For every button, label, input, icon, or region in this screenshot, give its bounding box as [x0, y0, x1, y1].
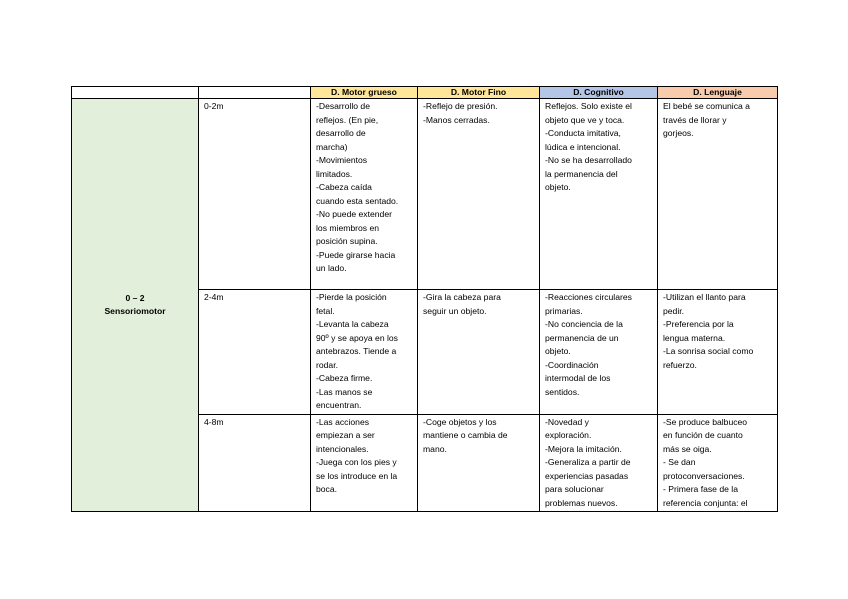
age-cell: 2-4m [199, 290, 311, 415]
header-motor-grueso: D. Motor grueso [311, 87, 418, 99]
stage-age-range: 0 – 2 [125, 292, 145, 303]
header-empty-age [199, 87, 311, 99]
cognitivo-cell: -Reacciones circulares primarias. -No conciencia de la permanencia de un objeto. -Coordinación intermodal de los sentidos. [540, 290, 658, 415]
motor-grueso-cell: -Pierde la posición fetal. -Levanta la cabeza 90º y se apoya en los antebrazos. Tiende a rodar. -Cabeza firme. -Las manos se encuentran. [311, 290, 418, 415]
age-cell: 4-8m [199, 414, 311, 512]
header-lenguaje: D. Lenguaje [658, 87, 778, 99]
motor-fino-cell: -Reflejo de presión. -Manos cerradas. [418, 99, 540, 290]
motor-grueso-cell: -Las acciones empiezan a ser intencionales. -Juega con los pies y se los introduce en la boca. [311, 414, 418, 512]
stage-name: Sensoriomotor [104, 306, 166, 316]
header-empty-stage [72, 87, 199, 99]
motor-fino-cell: -Coge objetos y los mantiene o cambia de mano. [418, 414, 540, 512]
age-cell: 0-2m [199, 99, 311, 290]
lenguaje-cell: -Utilizan el llanto para pedir. -Preferencia por la lengua materna. -La sonrisa social como refuerzo. [658, 290, 778, 415]
table-row [72, 99, 778, 290]
header-cognitivo: D. Cognitivo [540, 87, 658, 99]
stage-cell [72, 99, 199, 512]
cognitivo-cell: -Novedad y exploración. -Mejora la imitación. -Generaliza a partir de experiencias pasadas para solucionar problemas nuevos. [540, 414, 658, 512]
cognitivo-cell: Reflejos. Solo existe el objeto que ve y toca. -Conducta imitativa, lúdica e intencional. -No se ha desarrollado la permanencia del objeto. [540, 99, 658, 290]
development-table [71, 86, 778, 512]
header-motor-fino: D. Motor Fino [418, 87, 540, 99]
motor-fino-cell: -Gira la cabeza para seguir un objeto. [418, 290, 540, 415]
motor-grueso-cell: -Desarrollo de reflejos. (En pie, desarrollo de marcha) -Movimientos limitados. -Cabeza caída cuando esta sentado. -No puede extender los miembros en posición supina. -Puede girarse hacia un lado. [311, 99, 418, 290]
lenguaje-cell: El bebé se comunica a través de llorar y gorjeos. [658, 99, 778, 290]
header-row [72, 87, 778, 99]
lenguaje-cell: -Se produce balbuceo en función de cuanto más se oiga. - Se dan protoconversaciones. - Primera fase de la referencia conjunta: el [658, 414, 778, 512]
